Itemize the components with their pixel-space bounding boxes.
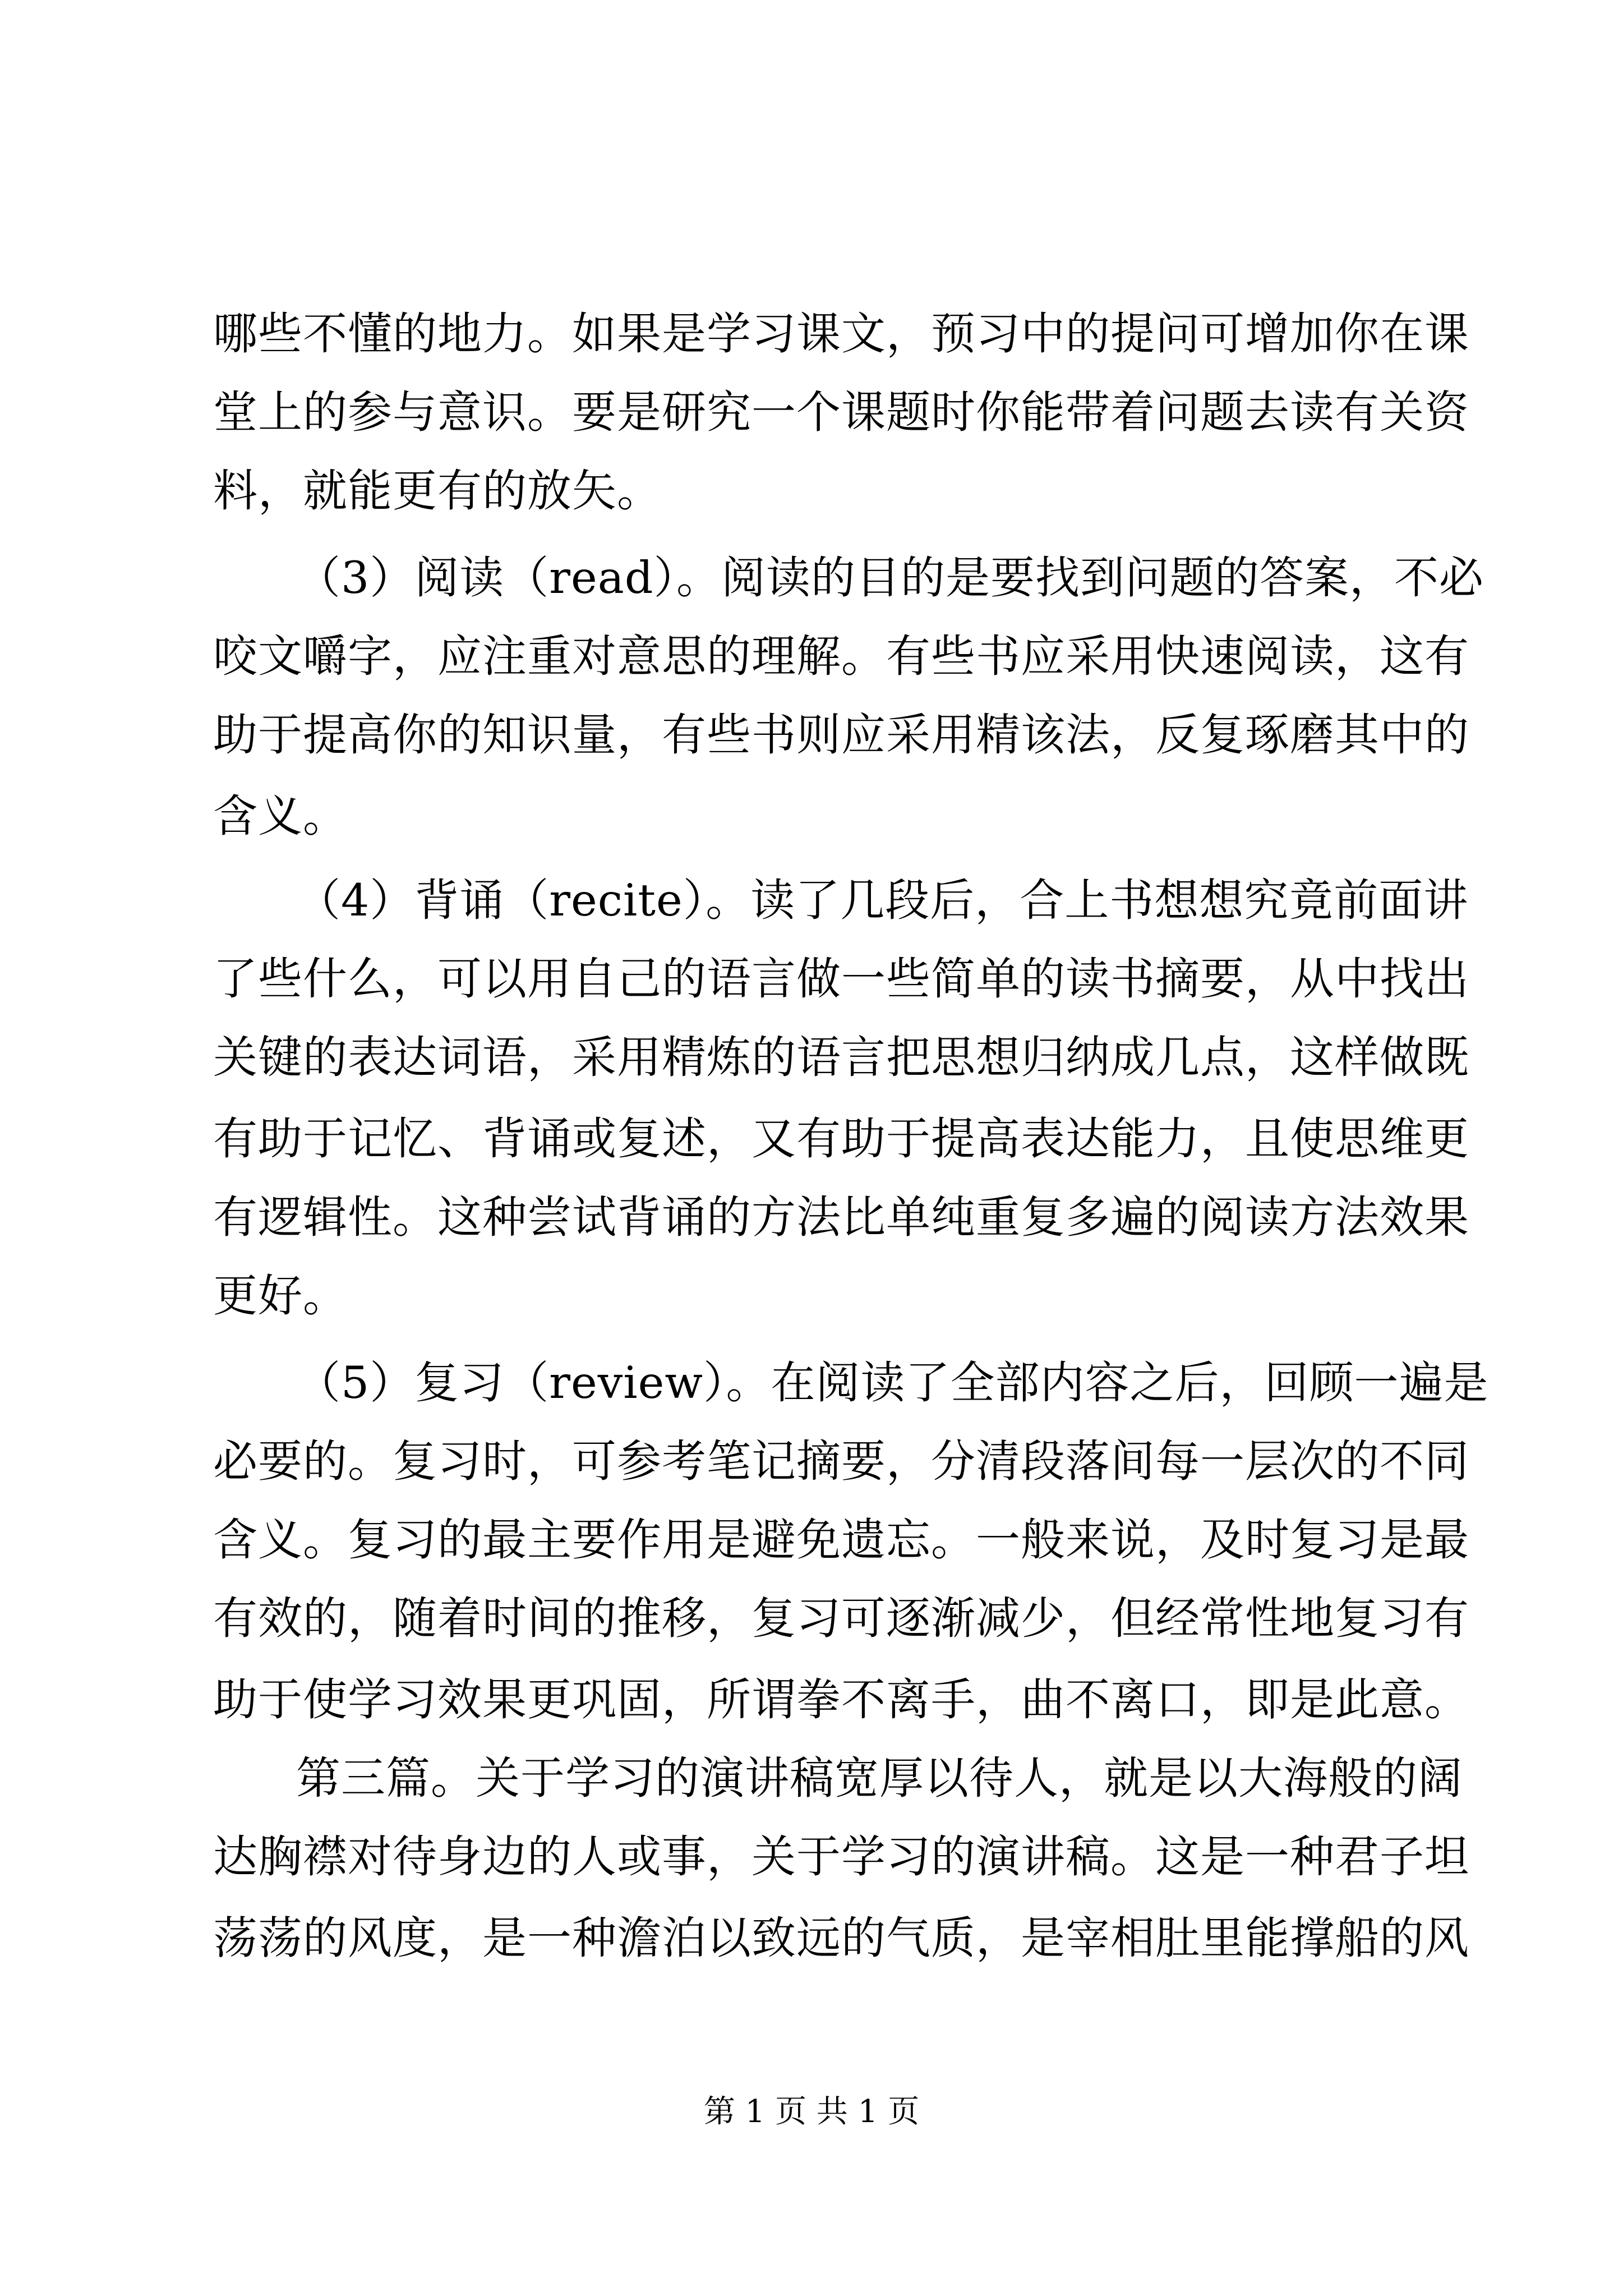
paragraph-start-line: 第三篇。关于学习的演讲稿宽厚以待人，就是以大海般的阔	[296, 1752, 1463, 1804]
text-line: 含义。复习的最主要作用是避免遗忘。一般来说，及时复习是最	[213, 1514, 1469, 1566]
text-line: 达胸襟对待身边的人或事，关于学习的演讲稿。这是一种君子坦	[213, 1831, 1469, 1883]
paragraph-start-line: （5）复习（review）。在阅读了全部内容之后，回顾一遍是	[296, 1357, 1489, 1409]
text-line: 咬文嚼字，应注重对意思的理解。有些书应采用快速阅读，这有	[213, 631, 1469, 682]
text-line: 有助于记忆、背诵或复述，又有助于提高表达能力，且使思维更	[213, 1113, 1469, 1165]
paragraph-start-line: （4）背诵（recite）。读了几段后，合上书想想究竟前面讲	[296, 875, 1469, 926]
page-number-footer: 第 1 页 共 1 页	[703, 2093, 920, 2130]
text-line: 有效的，随着时间的推移，复习可逐渐减少，但经常性地复习有	[213, 1593, 1469, 1644]
text-line: 荡荡的风度，是一种澹泊以致远的气质，是宰相肚里能撑船的风	[213, 1912, 1469, 1964]
text-line: 更好。	[213, 1270, 348, 1322]
text-line: 含义。	[213, 790, 348, 842]
text-line: 必要的。复习时，可参考笔记摘要，分清段落间每一层次的不同	[213, 1435, 1469, 1487]
text-line: 关键的表达词语，采用精炼的语言把思想归纳成几点，这样做既	[213, 1032, 1469, 1083]
text-line: 哪些不懂的地力。如果是学习课文，预习中的提问可增加你在课	[213, 308, 1469, 360]
text-line: 料，就能更有的放矢。	[213, 465, 662, 517]
text-line: 助于提高你的知识量，有些书则应采用精该法，反复琢磨其中的	[213, 709, 1469, 761]
text-line: 了些什么，可以用自己的语言做一些简单的读书摘要，从中找出	[213, 953, 1469, 1005]
text-line: 堂上的参与意识。要是研究一个课题时你能带着问题去读有关资	[213, 386, 1469, 438]
text-line: 有逻辑性。这种尝试背诵的方法比单纯重复多遍的阅读方法效果	[213, 1191, 1469, 1243]
paragraph-start-line: （3）阅读（read）。阅读的目的是要找到问题的答案，不必	[296, 552, 1484, 604]
text-line: 助于使学习效果更巩固，所谓拳不离手，曲不离口，即是此意。	[213, 1674, 1469, 1726]
